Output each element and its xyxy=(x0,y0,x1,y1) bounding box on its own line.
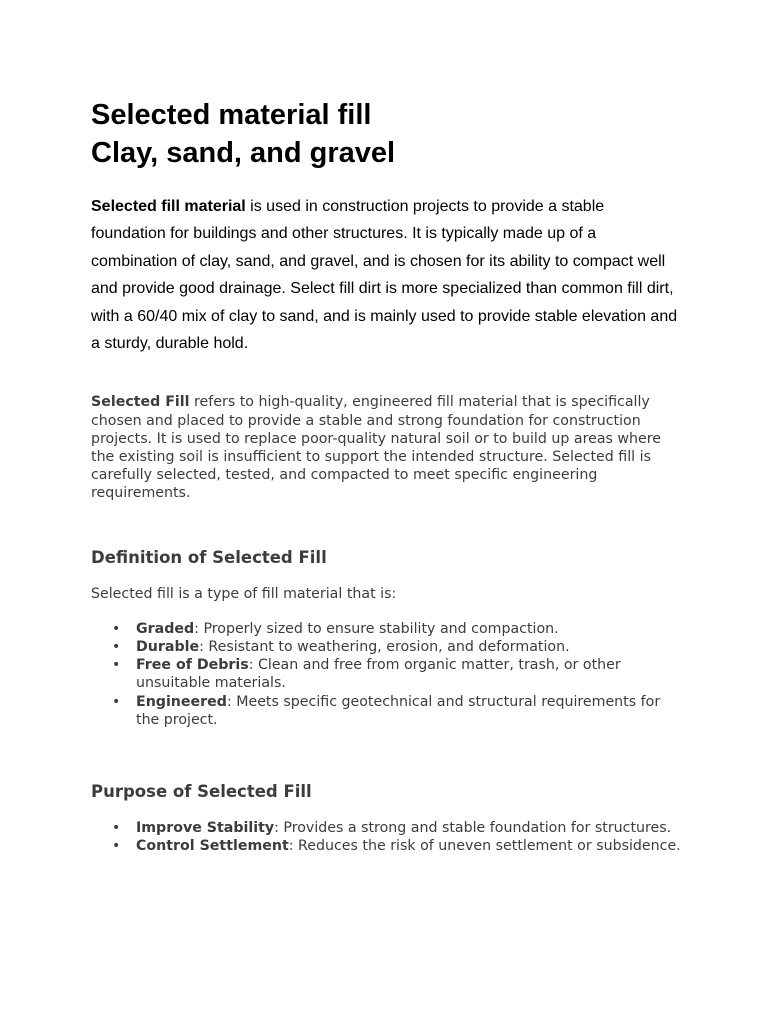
document-page xyxy=(91,96,681,855)
document-title xyxy=(91,96,681,172)
intro-text: is used in construction projects to provide a stable foundation for buildings and other structures. It is typically made up of a combination of clay, sand, and gravel, and is chosen for its ability to compact well and provide good drainage. Select fill dirt is more specialized than common fill dirt, with a 60/40 mix of clay to sand, and is mainly used to provide stable elevation and a sturdy, durable hold. xyxy=(91,198,678,353)
list-item xyxy=(91,620,681,638)
title-line-1: Selected material fill xyxy=(91,99,372,131)
definition-intro: Selected fill is a type of fill material that is: xyxy=(91,585,397,602)
bullet-icon: • xyxy=(112,657,121,674)
definition-list xyxy=(91,620,681,729)
list-item-text: : Provides a strong and stable foundation for structures. xyxy=(274,820,672,837)
list-item-text: : Meets specific geotechnical and structural requirements for the project. xyxy=(136,693,661,728)
list-item-term: Engineered xyxy=(136,693,227,710)
purpose-list xyxy=(91,819,681,855)
title-line-2: Clay, sand, and gravel xyxy=(91,137,396,169)
list-item-text: : Reduces the risk of uneven settlement or subsidence. xyxy=(288,838,681,855)
purpose-heading: Purpose of Selected Fill xyxy=(91,782,312,802)
bullet-icon: • xyxy=(112,838,121,855)
intro-bold-term: Selected fill material xyxy=(91,198,246,215)
list-item-text: : Resistant to weathering, erosion, and deformation. xyxy=(199,639,570,656)
bullet-icon: • xyxy=(112,820,121,837)
list-item xyxy=(91,656,681,692)
list-item xyxy=(91,693,681,729)
list-item xyxy=(91,819,681,837)
selected-fill-paragraph xyxy=(91,393,681,502)
list-item-term: Free of Debris xyxy=(136,657,249,674)
list-item xyxy=(91,837,681,855)
definition-heading: Definition of Selected Fill xyxy=(91,547,327,567)
list-item-term: Graded xyxy=(136,620,195,637)
intro-paragraph xyxy=(91,193,681,357)
bullet-icon: • xyxy=(112,639,121,656)
bullet-icon: • xyxy=(112,620,121,637)
list-item-text: : Properly sized to ensure stability and compaction. xyxy=(194,620,559,637)
list-item xyxy=(91,638,681,656)
selected-fill-text: refers to high-quality, engineered fill material that is specifically chosen and placed to provide a stable and strong foundation for construction projects. It is used to replace poor-quality natural soil or to build up areas where the existing soil is insufficient to support the intended structure. Selected fill is carefully selected, tested, and compacted to meet specific engineering requirements. xyxy=(91,394,661,502)
bullet-icon: • xyxy=(112,693,121,710)
list-item-term: Improve Stability xyxy=(136,820,275,837)
selected-fill-bold-term: Selected Fill xyxy=(91,394,190,411)
list-item-term: Durable xyxy=(136,639,200,656)
list-item-term: Control Settlement xyxy=(136,838,289,855)
list-item-text: : Clean and free from organic matter, trash, or other unsuitable materials. xyxy=(136,657,621,692)
